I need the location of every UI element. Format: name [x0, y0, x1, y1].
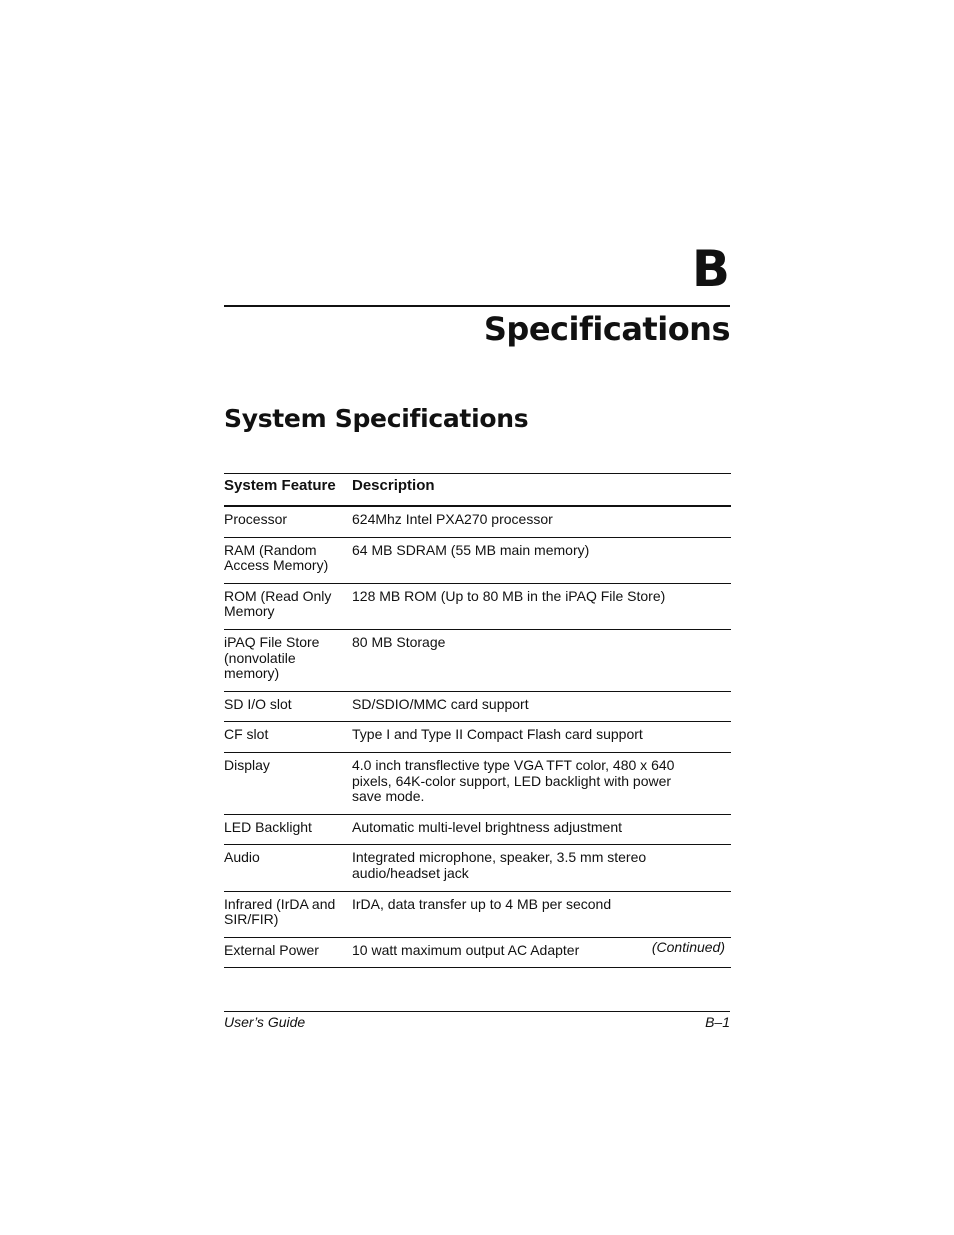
- feature-cell: Infrared (IrDA and SIR/FIR): [224, 891, 352, 937]
- description-cell: Integrated microphone, speaker, 3.5 mm stereo audio/headset jack: [352, 845, 731, 891]
- table-row: [224, 845, 731, 891]
- feature-cell: iPAQ File Store (nonvolatile memory): [224, 629, 352, 691]
- feature-cell: Audio: [224, 845, 352, 891]
- footer-guide-title: User’s Guide: [224, 1014, 306, 1030]
- table-row: [224, 691, 731, 722]
- description-cell: Automatic multi-level brightness adjustment: [352, 814, 731, 845]
- description-cell: 64 MB SDRAM (55 MB main memory): [352, 537, 731, 583]
- continued-note: (Continued): [651, 939, 725, 955]
- feature-cell: RAM (Random Access Memory): [224, 537, 352, 583]
- table-row: [224, 891, 731, 937]
- feature-cell: CF slot: [224, 722, 352, 753]
- table-row: [224, 537, 731, 583]
- chapter-letter: B: [691, 240, 730, 298]
- table-row: [224, 629, 731, 691]
- footer-page-number: B–1: [705, 1014, 730, 1030]
- table-row: [224, 506, 731, 537]
- description-cell: IrDA, data transfer up to 4 MB per second: [352, 891, 731, 937]
- description-cell: 128 MB ROM (Up to 80 MB in the iPAQ File Store): [352, 583, 731, 629]
- table-row: [224, 814, 731, 845]
- table-row: [224, 722, 731, 753]
- table-row: [224, 752, 731, 814]
- description-cell: SD/SDIO/MMC card support: [352, 691, 731, 722]
- feature-cell: LED Backlight: [224, 814, 352, 845]
- description-cell: 80 MB Storage: [352, 629, 731, 691]
- chapter-title: Specifications: [483, 310, 730, 348]
- table-header-row: [224, 474, 731, 507]
- feature-cell: ROM (Read Only Memory: [224, 583, 352, 629]
- feature-cell: Display: [224, 752, 352, 814]
- footer-rule: [224, 1011, 730, 1012]
- table-row: [224, 583, 731, 629]
- description-cell: 10 watt maximum output AC Adapter: [352, 937, 731, 968]
- description-cell: 624Mhz Intel PXA270 processor: [352, 506, 731, 537]
- header-description: Description: [352, 474, 731, 507]
- feature-cell: External Power: [224, 937, 352, 968]
- description-cell: Type I and Type II Compact Flash card support: [352, 722, 731, 753]
- section-title: System Specifications: [224, 404, 529, 433]
- specifications-table: [224, 473, 731, 968]
- feature-cell: Processor: [224, 506, 352, 537]
- chapter-rule: [224, 305, 730, 307]
- description-cell: 4.0 inch transflective type VGA TFT color, 480 x 640 pixels, 64K-color support, LED backlight with power save mode.: [352, 752, 731, 814]
- header-system-feature: System Feature: [224, 474, 352, 507]
- feature-cell: SD I/O slot: [224, 691, 352, 722]
